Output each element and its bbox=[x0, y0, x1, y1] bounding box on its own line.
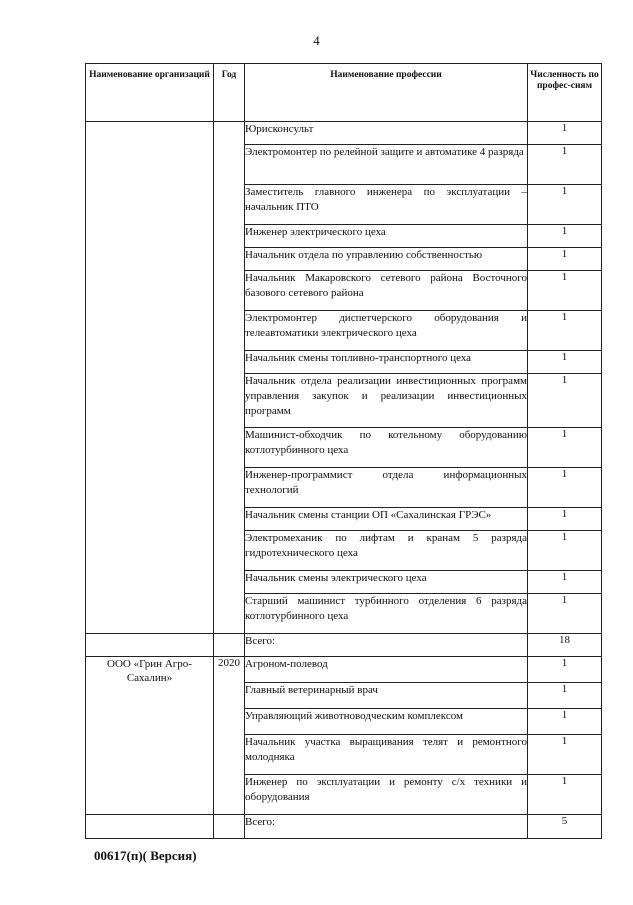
count-cell: 1 bbox=[528, 145, 602, 185]
count-cell: 1 bbox=[528, 468, 602, 508]
page-number: 4 bbox=[313, 33, 320, 48]
year-cell: 2020 bbox=[214, 657, 245, 815]
table-row bbox=[86, 122, 602, 145]
count-cell: 1 bbox=[528, 122, 602, 145]
count-cell: 1 bbox=[528, 351, 602, 374]
count-cell: 1 bbox=[528, 311, 602, 351]
profession-cell: Начальник отдела реализации инвестиционных программ управления закупок и реализации инвестиционных программ bbox=[245, 374, 528, 428]
count-cell: 1 bbox=[528, 185, 602, 225]
total-org-cell bbox=[86, 815, 214, 839]
count-cell: 1 bbox=[528, 428, 602, 468]
total-year-cell bbox=[214, 634, 245, 657]
header-org: Наименование организаций bbox=[86, 64, 214, 122]
org-cell bbox=[86, 122, 214, 634]
count-cell: 1 bbox=[528, 248, 602, 271]
profession-cell: Начальник смены станции ОП «Сахалинская ГРЭС» bbox=[245, 508, 528, 531]
count-cell: 1 bbox=[528, 709, 602, 735]
profession-cell: Управляющий животноводческим комплексом bbox=[245, 709, 528, 735]
count-cell: 1 bbox=[528, 683, 602, 709]
header-year: Год bbox=[214, 64, 245, 122]
profession-cell: Инженер-программист отдела информационных технологий bbox=[245, 468, 528, 508]
profession-cell: Юрисконсульт bbox=[245, 122, 528, 145]
count-cell: 1 bbox=[528, 374, 602, 428]
total-year-cell bbox=[214, 815, 245, 839]
profession-cell: Старший машинист турбинного отделения 6 разряда котлотурбинного цеха bbox=[245, 594, 528, 634]
profession-cell: Электромонтер диспетчерского оборудования и телеавтоматики электрического цеха bbox=[245, 311, 528, 351]
profession-cell: Начальник Макаровского сетевого района Восточного базового сетевого района bbox=[245, 271, 528, 311]
profession-cell: Начальник отдела по управлению собственностью bbox=[245, 248, 528, 271]
profession-cell: Электромонтер по релейной защите и автоматике 4 разряда bbox=[245, 145, 528, 185]
total-label: Всего: bbox=[245, 634, 528, 657]
count-cell: 1 bbox=[528, 508, 602, 531]
header-count: Численность по профес-сиям bbox=[528, 64, 602, 122]
total-label: Всего: bbox=[245, 815, 528, 839]
count-cell: 1 bbox=[528, 531, 602, 571]
total-org-cell bbox=[86, 634, 214, 657]
profession-cell: Машинист-обходчик по котельному оборудованию котлотурбинного цеха bbox=[245, 428, 528, 468]
total-count: 5 bbox=[528, 815, 602, 839]
profession-cell: Инженер электрического цеха bbox=[245, 225, 528, 248]
count-cell: 1 bbox=[528, 571, 602, 594]
total-row bbox=[86, 634, 602, 657]
table-row bbox=[86, 657, 602, 683]
profession-cell: Инженер по эксплуатации и ремонту с/х техники и оборудования bbox=[245, 775, 528, 815]
count-cell: 1 bbox=[528, 594, 602, 634]
professions-table bbox=[85, 63, 602, 839]
profession-cell: Агроном-полевод bbox=[245, 657, 528, 683]
count-cell: 1 bbox=[528, 225, 602, 248]
header-profession: Наименование профессии bbox=[245, 64, 528, 122]
profession-cell: Заместитель главного инженера по эксплуатации – начальник ПТО bbox=[245, 185, 528, 225]
count-cell: 1 bbox=[528, 735, 602, 775]
count-cell: 1 bbox=[528, 775, 602, 815]
document-code: 00617(п)( Версия) bbox=[94, 848, 197, 863]
org-cell: ООО «Грин Агро-Сахалин» bbox=[86, 657, 214, 815]
profession-cell: Начальник смены электрического цеха bbox=[245, 571, 528, 594]
total-row bbox=[86, 815, 602, 839]
profession-cell: Начальник участка выращивания телят и ремонтного молодняка bbox=[245, 735, 528, 775]
total-count: 18 bbox=[528, 634, 602, 657]
profession-cell: Электромеханик по лифтам и кранам 5 разряда гидротехнического цеха bbox=[245, 531, 528, 571]
count-cell: 1 bbox=[528, 271, 602, 311]
profession-cell: Начальник смены топливно-транспортного цеха bbox=[245, 351, 528, 374]
year-cell bbox=[214, 122, 245, 634]
count-cell: 1 bbox=[528, 657, 602, 683]
profession-cell: Главный ветеринарный врач bbox=[245, 683, 528, 709]
table-header-row bbox=[86, 64, 602, 122]
